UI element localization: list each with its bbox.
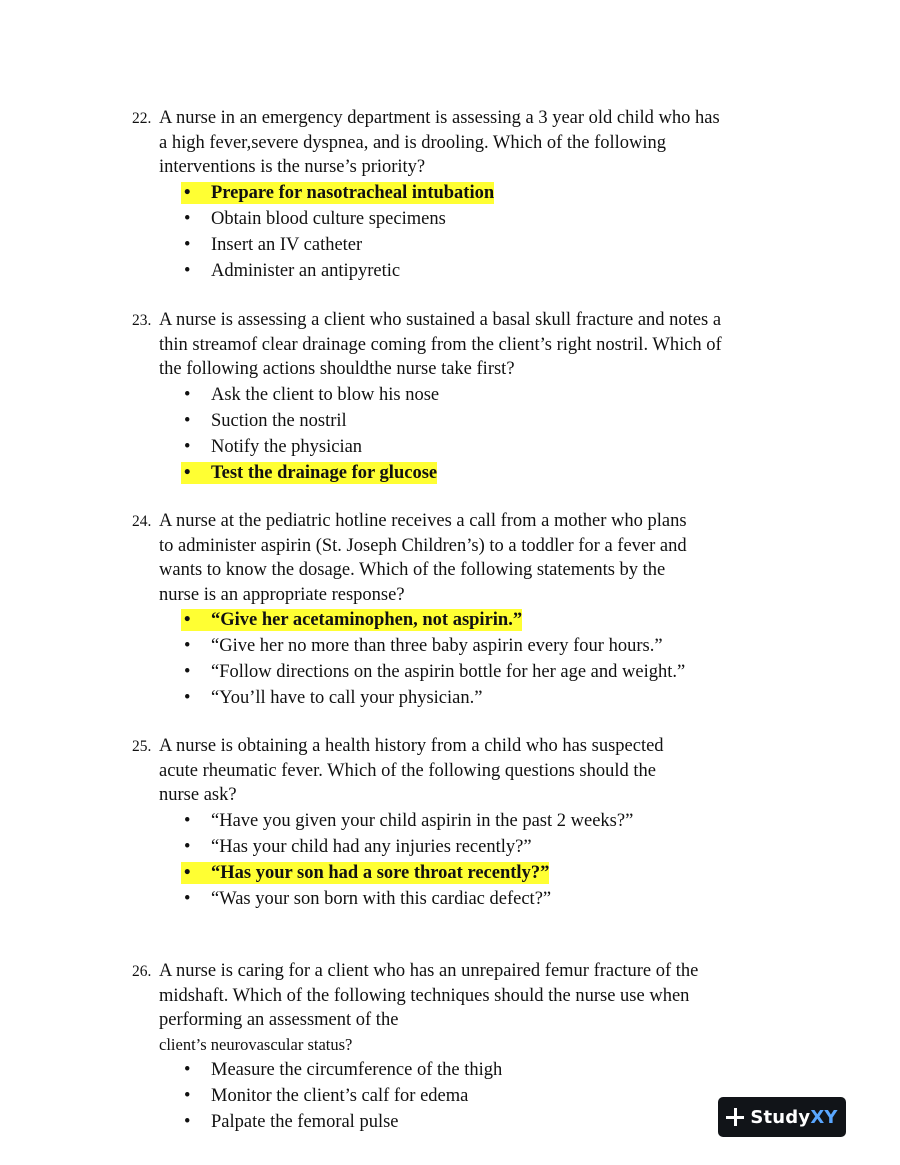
answer-option	[184, 633, 762, 659]
answer-option	[184, 408, 762, 434]
question-line: a high fever,severe dyspnea, and is drooling. Which of the following	[159, 132, 667, 153]
answer-text: Palpate the femoral pulse	[211, 1112, 399, 1132]
answer-text: Ask the client to blow his nose	[211, 384, 440, 405]
question-stem	[132, 509, 762, 607]
answer-options	[184, 607, 762, 711]
answer-option	[184, 659, 762, 685]
answer-option	[184, 382, 762, 408]
question-line: A nurse is obtaining a health history from a child who has suspected	[159, 736, 664, 756]
studyxy-logo-badge[interactable]	[718, 1097, 846, 1137]
answer-option	[184, 685, 762, 711]
answer-options	[184, 382, 762, 486]
question-stem	[132, 106, 762, 180]
question-stem	[132, 734, 762, 808]
answer-text: Notify the physician	[211, 436, 363, 457]
bullet-icon: •	[184, 208, 191, 229]
question-line: wants to know the dosage. Which of the following statements by the	[159, 560, 666, 580]
answer-options	[184, 1057, 762, 1135]
answer-option	[184, 886, 762, 912]
bullet-icon: •	[184, 610, 191, 630]
answer-text: “Has your child had any injuries recently?”	[211, 836, 532, 857]
answer-option	[184, 258, 762, 284]
answer-text: “You’ll have to call your physician.”	[211, 688, 483, 708]
question-stem	[132, 959, 762, 1057]
answer-text: Insert an IV catheter	[211, 234, 363, 255]
answer-options	[184, 808, 762, 912]
question-line: to administer aspirin (St. Joseph Children’s) to a toddler for a fever and	[159, 535, 687, 556]
answer-text: “Have you given your child aspirin in the past 2 weeks?”	[211, 810, 634, 831]
bullet-icon: •	[184, 662, 191, 682]
question-23	[132, 308, 762, 486]
question-26	[132, 959, 762, 1135]
answer-option	[184, 460, 762, 486]
bullet-icon: •	[184, 384, 191, 405]
question-line: nurse is an appropriate response?	[159, 584, 405, 605]
question-number: 23.	[132, 312, 152, 329]
brand-accent: XY	[810, 1106, 838, 1128]
answer-text: “Was your son born with this cardiac defect?”	[211, 888, 552, 909]
bullet-icon: •	[184, 636, 191, 656]
question-line: acute rheumatic fever. Which of the following questions should the	[159, 760, 656, 781]
answer-text: Obtain blood culture specimens	[211, 208, 446, 229]
bullet-icon: •	[184, 436, 191, 457]
answer-text: Administer an antipyretic	[211, 260, 401, 281]
bullet-icon: •	[184, 1060, 191, 1080]
question-stem	[132, 308, 762, 382]
question-number: 26.	[132, 963, 152, 980]
answer-option	[184, 1083, 762, 1109]
question-line: client’s neurovascular status?	[159, 1034, 353, 1054]
question-number: 22.	[132, 110, 152, 127]
answer-text: “Has your son had a sore throat recently?”	[211, 862, 550, 883]
answer-text: Test the drainage for glucose	[211, 462, 438, 483]
question-line: midshaft. Which of the following techniques should the nurse use when	[159, 985, 690, 1006]
brand-main: Study	[750, 1106, 811, 1128]
plus-icon	[726, 1108, 744, 1126]
answer-options	[184, 180, 762, 284]
question-line: interventions is the nurse’s priority?	[159, 157, 426, 177]
answer-option	[184, 834, 762, 860]
bullet-icon: •	[184, 260, 191, 281]
bullet-icon: •	[184, 1086, 191, 1106]
answer-option	[184, 434, 762, 460]
answer-text: Monitor the client’s calf for edema	[211, 1086, 469, 1106]
bullet-icon: •	[184, 410, 191, 431]
answer-text: “Follow directions on the aspirin bottle for her age and weight.”	[211, 662, 686, 682]
answer-text: “Give her acetaminophen, not aspirin.”	[211, 610, 523, 630]
answer-option	[184, 180, 762, 206]
question-line: A nurse is assessing a client who sustained a basal skull fracture and notes a	[159, 310, 722, 330]
answer-text: Prepare for nasotracheal intubation	[211, 182, 495, 203]
bullet-icon: •	[184, 888, 191, 909]
question-line: A nurse in an emergency department is assessing a 3 year old child who has	[159, 108, 720, 128]
question-25	[132, 734, 762, 912]
question-22	[132, 106, 762, 284]
bullet-icon: •	[184, 1112, 191, 1132]
bullet-icon: •	[184, 688, 191, 708]
answer-text: Measure the circumference of the thigh	[211, 1060, 503, 1080]
answer-option	[184, 808, 762, 834]
answer-option	[184, 232, 762, 258]
bullet-icon: •	[184, 182, 191, 203]
question-line: performing an assessment of the	[159, 1010, 399, 1030]
bullet-icon: •	[184, 234, 191, 255]
brand-name	[750, 1107, 837, 1128]
question-number: 25.	[132, 738, 152, 755]
answer-option	[184, 607, 762, 633]
question-line: the following actions shouldthe nurse take first?	[159, 359, 515, 379]
question-number: 24.	[132, 513, 152, 530]
bullet-icon: •	[184, 836, 191, 857]
bullet-icon: •	[184, 862, 191, 883]
answer-option	[184, 206, 762, 232]
answer-option	[184, 1109, 762, 1135]
answer-option	[184, 1057, 762, 1083]
question-24	[132, 509, 762, 711]
answer-text: Suction the nostril	[211, 410, 347, 431]
bullet-icon: •	[184, 810, 191, 831]
bullet-icon: •	[184, 462, 191, 483]
question-line: thin streamof clear drainage coming from the client’s right nostril. Which of	[159, 334, 722, 355]
answer-option	[184, 860, 762, 886]
question-line: A nurse is caring for a client who has an unrepaired femur fracture of the	[159, 961, 699, 981]
question-line: nurse ask?	[159, 785, 237, 805]
answer-text: “Give her no more than three baby aspirin every four hours.”	[211, 636, 663, 656]
question-line: A nurse at the pediatric hotline receives a call from a mother who plans	[159, 511, 687, 531]
